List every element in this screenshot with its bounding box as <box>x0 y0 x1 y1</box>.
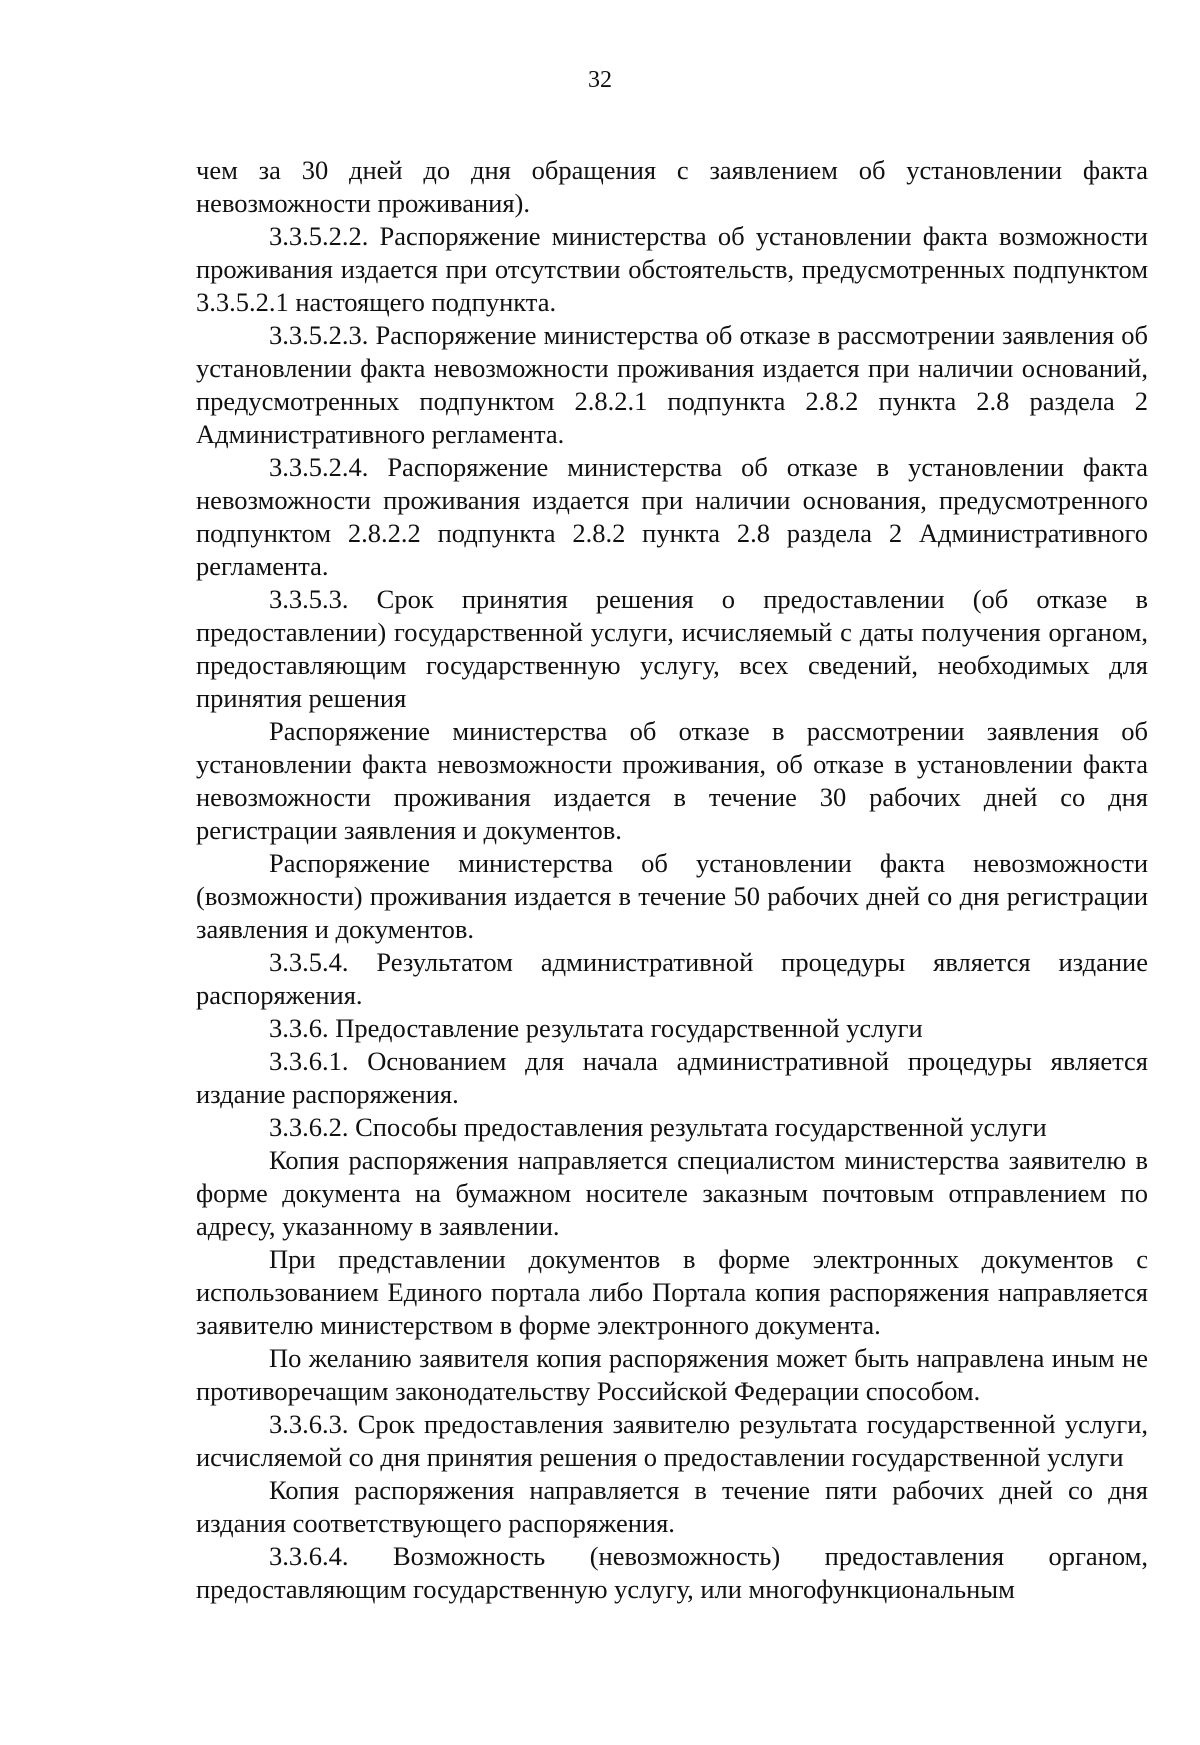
document-body <box>196 154 1148 1606</box>
paragraph: При представлении документов в форме электронных документов с использованием Единого портала либо Портала копия распоряжения направляется заявителю министерством в форме электронного документа. <box>196 1244 1148 1340</box>
paragraph: Копия распоряжения направляется специалистом министерства заявителю в форме документа на бумажном носителе заказным почтовым отправлением по адресу, указанному в заявлении. <box>196 1145 1148 1241</box>
paragraph: Копия распоряжения направляется в течение пяти рабочих дней со дня издания соответствующего распоряжения. <box>196 1475 1148 1538</box>
paragraph: 3.3.6.3. Срок предоставления заявителю результата государственной услуги, исчисляемой со дня принятия решения о предоставлении государственной услуги <box>196 1409 1148 1472</box>
paragraph: По желанию заявителя копия распоряжения может быть направлена иным не противоречащим законодательству Российской Федерации способом. <box>196 1343 1148 1406</box>
paragraph: 3.3.6.1. Основанием для начала административной процедуры является издание распоряжения. <box>196 1046 1148 1109</box>
paragraph: 3.3.5.4. Результатом административной процедуры является издание распоряжения. <box>196 947 1148 1010</box>
page-number: 32 <box>588 67 612 93</box>
paragraph: 3.3.6.4. Возможность (невозможность) предоставления органом, предоставляющим государственную услугу, или многофункциональным <box>196 1541 1148 1604</box>
section-heading: 3.3.6. Предоставление результата государственной услуги <box>269 1013 923 1043</box>
paragraph: 3.3.5.2.4. Распоряжение министерства об отказе в установлении факта невозможности проживания издается при наличии основания, предусмотренного подпунктом 2.8.2.2 подпункта 2.8.2 пункта 2.8 раздела 2 Административного регламента. <box>196 452 1148 581</box>
paragraph: 3.3.5.2.3. Распоряжение министерства об отказе в рассмотрении заявления об установлении факта невозможности проживания издается при наличии оснований, предусмотренных подпунктом 2.8.2.1 подпункта 2.8.2 пункта 2.8 раздела 2 Административного регламента. <box>196 320 1148 449</box>
paragraph: Распоряжение министерства об отказе в рассмотрении заявления об установлении факта невозможности проживания, об отказе в установлении факта невозможности проживания издается в течение 30 рабочих дней со дня регистрации заявления и документов. <box>196 716 1148 845</box>
paragraph: 3.3.5.2.2. Распоряжение министерства об установлении факта возможности проживания издается при отсутствии обстоятельств, предусмотренных подпунктом 3.3.5.2.1 настоящего подпункта. <box>196 221 1148 317</box>
paragraph: Распоряжение министерства об установлении факта невозможности (возможности) проживания издается в течение 50 рабочих дней со дня регистрации заявления и документов. <box>196 848 1148 944</box>
paragraph: 3.3.5.3. Срок принятия решения о предоставлении (об отказе в предоставлении) государственной услуги, исчисляемый с даты получения органом, предоставляющим государственную услугу, всех сведений, необходимых для принятия решения <box>196 584 1148 713</box>
paragraph: чем за 30 дней до дня обращения с заявлением об установлении факта невозможности проживания). <box>196 155 1148 218</box>
paragraph: 3.3.6.2. Способы предоставления результата государственной услуги <box>269 1112 1047 1142</box>
